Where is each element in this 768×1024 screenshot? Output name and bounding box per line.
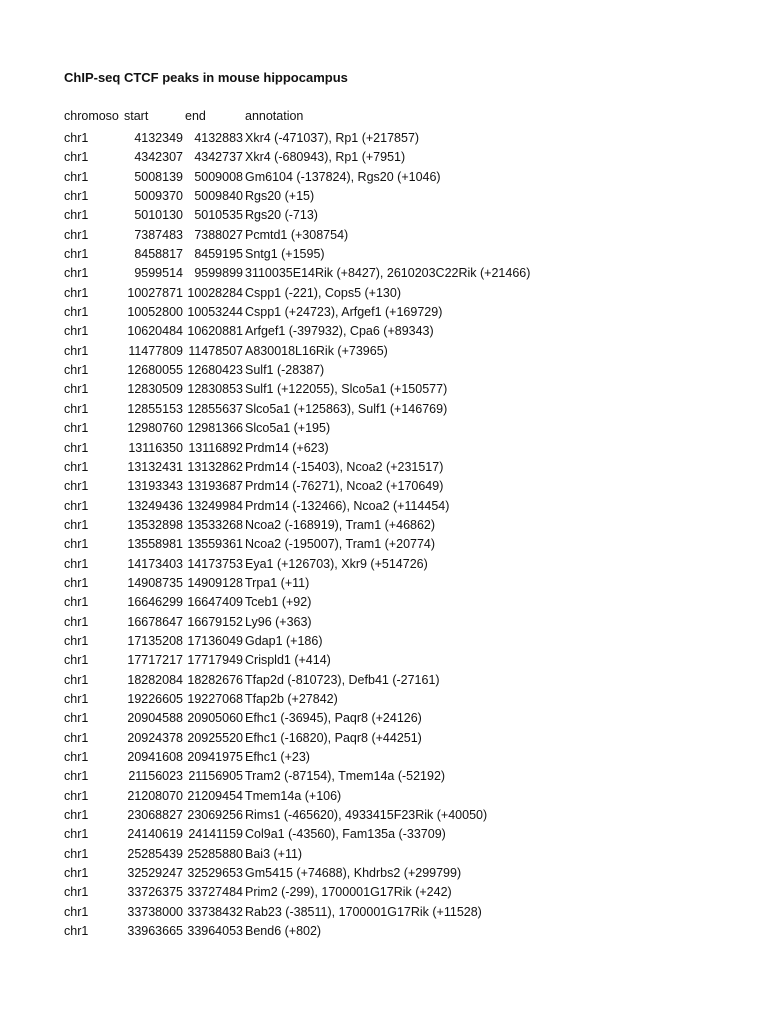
table-row <box>64 883 744 902</box>
cell-start: 12980760 <box>127 421 183 436</box>
cell-annotation: Rab23 (-38511), 1700001G17Rik (+11528) <box>245 904 482 919</box>
cell-chromosome: chr1 <box>64 285 89 300</box>
table-row <box>64 206 744 225</box>
cell-annotation: Rims1 (-465620), 4933415F23Rik (+40050) <box>245 808 488 823</box>
table-row <box>64 845 744 864</box>
cell-start: 16678647 <box>127 614 183 629</box>
cell-end: 21209454 <box>187 788 243 803</box>
table-row <box>64 767 744 786</box>
cell-end: 33964053 <box>187 924 243 939</box>
table-row <box>64 555 744 574</box>
cell-end: 23069256 <box>187 808 243 823</box>
cell-annotation: Prdm14 (-76271), Ncoa2 (+170649) <box>245 479 444 494</box>
cell-chromosome: chr1 <box>64 904 89 919</box>
table-row <box>64 129 744 148</box>
cell-end: 5010535 <box>194 208 243 223</box>
cell-start: 18282084 <box>127 672 183 687</box>
cell-annotation: Prdm14 (+623) <box>245 440 329 455</box>
cell-start: 25285439 <box>127 846 183 861</box>
cell-annotation: Gm5415 (+74688), Khdrbs2 (+299799) <box>245 866 462 881</box>
cell-start: 13193343 <box>127 479 183 494</box>
cell-chromosome: chr1 <box>64 382 89 397</box>
cell-annotation: Gdap1 (+186) <box>245 633 323 648</box>
cell-end: 17136049 <box>187 633 243 648</box>
table-row <box>64 497 744 516</box>
cell-start: 5010130 <box>134 208 183 223</box>
cell-end: 17717949 <box>187 653 243 668</box>
cell-annotation: Tram2 (-87154), Tmem14a (-52192) <box>245 769 446 784</box>
cell-end: 12855637 <box>187 401 243 416</box>
cell-chromosome: chr1 <box>64 324 89 339</box>
cell-end: 25285880 <box>187 846 243 861</box>
cell-annotation: Prim2 (-299), 1700001G17Rik (+242) <box>245 885 452 900</box>
header-start: start <box>124 109 149 123</box>
cell-start: 33726375 <box>127 885 183 900</box>
cell-annotation: Rgs20 (+15) <box>245 189 315 204</box>
cell-chromosome: chr1 <box>64 885 89 900</box>
cell-end: 13559361 <box>187 537 243 552</box>
table-row <box>64 748 744 767</box>
table-row <box>64 574 744 593</box>
cell-start: 13532898 <box>127 517 183 532</box>
cell-annotation: Efhc1 (-16820), Paqr8 (+44251) <box>245 730 422 745</box>
cell-chromosome: chr1 <box>64 517 89 532</box>
cell-start: 5008139 <box>134 169 183 184</box>
cell-start: 13558981 <box>127 537 183 552</box>
cell-annotation: Efhc1 (+23) <box>245 750 310 764</box>
cell-end: 13116892 <box>188 440 243 455</box>
document-title: ChIP-seq CTCF peaks in mouse hippocampus <box>64 70 348 85</box>
cell-annotation: Cspp1 (-221), Cops5 (+130) <box>245 285 401 300</box>
cell-start: 14173403 <box>127 556 183 571</box>
cell-start: 9599514 <box>134 266 183 281</box>
cell-annotation: A830018L16Rik (+73965) <box>245 343 388 358</box>
cell-annotation: Arfgef1 (-397932), Cpa6 (+89343) <box>245 324 434 339</box>
table-row <box>64 187 744 206</box>
cell-chromosome: chr1 <box>64 866 89 881</box>
cell-chromosome: chr1 <box>64 750 89 764</box>
table-row <box>64 380 744 399</box>
cell-start: 8458817 <box>134 247 183 262</box>
cell-annotation: Pcmtd1 (+308754) <box>245 227 349 242</box>
table-row <box>64 671 744 690</box>
table-row <box>64 651 744 670</box>
cell-start: 20941608 <box>127 750 183 764</box>
cell-start: 12855153 <box>127 401 183 416</box>
cell-end: 19227068 <box>187 691 243 706</box>
cell-start: 24140619 <box>127 827 183 842</box>
cell-annotation: Xkr4 (-680943), Rp1 (+7951) <box>245 150 406 165</box>
table-row <box>64 825 744 844</box>
cell-chromosome: chr1 <box>64 305 89 320</box>
header-annotation: annotation <box>245 109 304 123</box>
table-row <box>64 787 744 806</box>
cell-start: 7387483 <box>134 227 183 242</box>
cell-start: 13116350 <box>128 440 183 455</box>
table-row <box>64 709 744 728</box>
cell-annotation: 3110035E14Rik (+8427), 2610203C22Rik (+21466) <box>245 266 531 281</box>
cell-start: 4132349 <box>134 131 183 145</box>
cell-end: 11478507 <box>188 343 243 358</box>
cell-chromosome: chr1 <box>64 247 89 262</box>
table-row <box>64 516 744 535</box>
cell-annotation: Tceb1 (+92) <box>245 595 312 610</box>
cell-chromosome: chr1 <box>64 459 89 474</box>
cell-start: 20924378 <box>127 730 183 745</box>
table-row <box>64 535 744 554</box>
cell-chromosome: chr1 <box>64 150 89 165</box>
cell-annotation: Efhc1 (-36945), Paqr8 (+24126) <box>245 711 422 726</box>
cell-end: 12981366 <box>187 421 243 436</box>
cell-annotation: Sulf1 (+122055), Slco5a1 (+150577) <box>245 382 448 397</box>
cell-end: 13249984 <box>187 498 243 513</box>
cell-chromosome: chr1 <box>64 537 89 552</box>
cell-chromosome: chr1 <box>64 208 89 223</box>
cell-start: 33738000 <box>127 904 183 919</box>
cell-chromosome: chr1 <box>64 575 89 590</box>
cell-annotation: Ncoa2 (-195007), Tram1 (+20774) <box>245 537 436 552</box>
cell-chromosome: chr1 <box>64 924 89 939</box>
cell-annotation: Eya1 (+126703), Xkr9 (+514726) <box>245 556 428 571</box>
peak-table <box>64 129 744 941</box>
table-row <box>64 322 744 341</box>
cell-chromosome: chr1 <box>64 595 89 610</box>
cell-annotation: Tfap2d (-810723), Defb41 (-27161) <box>245 672 440 687</box>
cell-start: 14908735 <box>127 575 183 590</box>
cell-chromosome: chr1 <box>64 556 89 571</box>
table-row <box>64 303 744 322</box>
cell-chromosome: chr1 <box>64 363 89 378</box>
cell-chromosome: chr1 <box>64 769 89 784</box>
table-row <box>64 922 744 941</box>
cell-annotation: Ly96 (+363) <box>245 614 312 629</box>
cell-chromosome: chr1 <box>64 827 89 842</box>
cell-chromosome: chr1 <box>64 808 89 823</box>
cell-end: 32529653 <box>187 866 243 881</box>
header-chromosome: chromoso <box>64 109 119 123</box>
cell-chromosome: chr1 <box>64 788 89 803</box>
cell-annotation: Sulf1 (-28387) <box>245 363 325 378</box>
cell-chromosome: chr1 <box>64 189 89 204</box>
cell-start: 10052800 <box>127 305 183 320</box>
cell-chromosome: chr1 <box>64 672 89 687</box>
cell-start: 11477809 <box>128 343 183 358</box>
cell-annotation: Trpa1 (+11) <box>245 575 310 590</box>
cell-end: 13533268 <box>187 517 243 532</box>
table-row <box>64 400 744 419</box>
table-row <box>64 284 744 303</box>
cell-chromosome: chr1 <box>64 440 89 455</box>
table-row <box>64 632 744 651</box>
cell-start: 13249436 <box>127 498 183 513</box>
cell-annotation: Sntg1 (+1595) <box>245 247 325 262</box>
cell-end: 14173753 <box>187 556 243 571</box>
table-row <box>64 148 744 167</box>
cell-annotation: Bend6 (+802) <box>245 924 322 939</box>
table-row <box>64 419 744 438</box>
cell-start: 19226605 <box>127 691 183 706</box>
cell-end: 18282676 <box>187 672 243 687</box>
table-row <box>64 439 744 458</box>
cell-end: 12830853 <box>187 382 243 397</box>
table-row <box>64 264 744 283</box>
cell-annotation: Prdm14 (-15403), Ncoa2 (+231517) <box>245 459 444 474</box>
cell-end: 8459195 <box>194 247 243 262</box>
cell-annotation: Crispld1 (+414) <box>245 653 331 668</box>
table-row <box>64 806 744 825</box>
cell-chromosome: chr1 <box>64 614 89 629</box>
cell-start: 10620484 <box>127 324 183 339</box>
table-row <box>64 477 744 496</box>
cell-annotation: Gm6104 (-137824), Rgs20 (+1046) <box>245 169 441 184</box>
cell-start: 33963665 <box>127 924 183 939</box>
cell-end: 9599899 <box>194 266 243 281</box>
cell-start: 21208070 <box>127 788 183 803</box>
cell-end: 20925520 <box>187 730 243 745</box>
cell-end: 10028284 <box>187 285 243 300</box>
cell-chromosome: chr1 <box>64 846 89 861</box>
cell-start: 16646299 <box>127 595 183 610</box>
table-row <box>64 864 744 883</box>
cell-end: 13132862 <box>187 459 243 474</box>
cell-start: 17717217 <box>127 653 183 668</box>
cell-start: 12680055 <box>127 363 183 378</box>
cell-annotation: Slco5a1 (+125863), Sulf1 (+146769) <box>245 401 448 416</box>
cell-end: 33738432 <box>187 904 243 919</box>
cell-end: 10620881 <box>187 324 243 339</box>
cell-chromosome: chr1 <box>64 266 89 281</box>
cell-end: 13193687 <box>187 479 243 494</box>
cell-start: 20904588 <box>127 711 183 726</box>
cell-start: 5009370 <box>134 189 183 204</box>
cell-annotation: Xkr4 (-471037), Rp1 (+217857) <box>245 131 420 145</box>
cell-end: 16647409 <box>187 595 243 610</box>
cell-start: 21156023 <box>128 769 183 784</box>
cell-annotation: Cspp1 (+24723), Arfgef1 (+169729) <box>245 305 443 320</box>
cell-chromosome: chr1 <box>64 479 89 494</box>
cell-end: 5009008 <box>194 169 243 184</box>
cell-chromosome: chr1 <box>64 169 89 184</box>
cell-start: 12830509 <box>127 382 183 397</box>
table-row <box>64 245 744 264</box>
cell-chromosome: chr1 <box>64 227 89 242</box>
cell-end: 21156905 <box>188 769 243 784</box>
cell-annotation: Tmem14a (+106) <box>245 788 342 803</box>
table-row <box>64 690 744 709</box>
cell-chromosome: chr1 <box>64 498 89 513</box>
cell-annotation: Slco5a1 (+195) <box>245 421 331 436</box>
table-row <box>64 903 744 922</box>
cell-start: 23068827 <box>127 808 183 823</box>
cell-end: 20941975 <box>187 750 243 764</box>
cell-annotation: Bai3 (+11) <box>245 846 303 861</box>
cell-chromosome: chr1 <box>64 401 89 416</box>
cell-start: 13132431 <box>127 459 183 474</box>
cell-end: 5009840 <box>194 189 243 204</box>
cell-end: 12680423 <box>187 363 243 378</box>
cell-end: 14909128 <box>187 575 243 590</box>
table-row <box>64 168 744 187</box>
cell-annotation: Tfap2b (+27842) <box>245 691 338 706</box>
cell-chromosome: chr1 <box>64 131 89 145</box>
cell-end: 33727484 <box>187 885 243 900</box>
header-end: end <box>185 109 206 123</box>
cell-start: 32529247 <box>127 866 183 881</box>
table-row <box>64 226 744 245</box>
cell-end: 4132883 <box>194 131 243 145</box>
cell-start: 17135208 <box>127 633 183 648</box>
cell-end: 4342737 <box>194 150 243 165</box>
table-row <box>64 593 744 612</box>
cell-annotation: Prdm14 (-132466), Ncoa2 (+114454) <box>245 498 450 513</box>
cell-chromosome: chr1 <box>64 421 89 436</box>
cell-annotation: Ncoa2 (-168919), Tram1 (+46862) <box>245 517 436 532</box>
cell-chromosome: chr1 <box>64 730 89 745</box>
cell-end: 10053244 <box>187 305 243 320</box>
cell-chromosome: chr1 <box>64 711 89 726</box>
cell-chromosome: chr1 <box>64 343 89 358</box>
cell-end: 24141159 <box>188 827 243 842</box>
cell-chromosome: chr1 <box>64 691 89 706</box>
cell-end: 7388027 <box>194 227 243 242</box>
cell-chromosome: chr1 <box>64 653 89 668</box>
cell-end: 16679152 <box>187 614 243 629</box>
table-row <box>64 458 744 477</box>
table-row <box>64 613 744 632</box>
cell-annotation: Col9a1 (-43560), Fam135a (-33709) <box>245 827 446 842</box>
cell-annotation: Rgs20 (-713) <box>245 208 318 223</box>
table-row <box>64 361 744 380</box>
table-row <box>64 729 744 748</box>
cell-end: 20905060 <box>187 711 243 726</box>
cell-chromosome: chr1 <box>64 633 89 648</box>
cell-start: 10027871 <box>127 285 183 300</box>
table-row <box>64 342 744 361</box>
cell-start: 4342307 <box>134 150 183 165</box>
